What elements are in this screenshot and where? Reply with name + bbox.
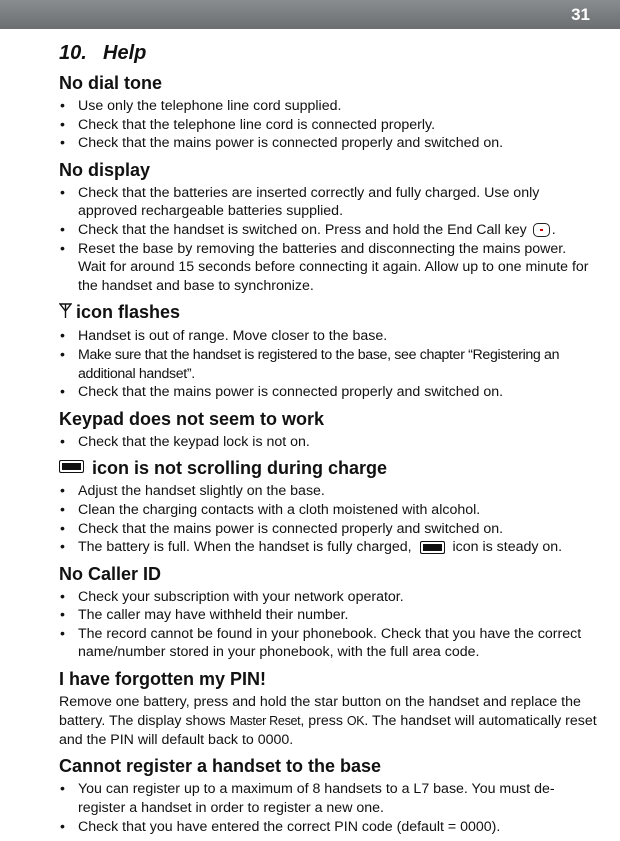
battery-icon [59,460,84,473]
display-text-ok: OK [346,713,365,728]
list-item-text: The battery is full. When the handset is fully charged, [78,539,412,556]
list-item: • Make sure that the handset is registered to the base, see chapter “Registering an additional handset”. [59,346,597,383]
list-icon-flashes [59,327,597,401]
heading-text: icon flashes [76,302,181,323]
list-item: • The record cannot be found in your phonebook. Check that you have the correct name/number stored in your phonebook, with the full area code. [59,625,597,662]
heading-text: icon is not scrolling during charge [92,458,388,479]
battery-icon [420,541,445,554]
list-no-display [59,184,597,296]
pin-text-2: , press [300,712,343,729]
pin-text-1: Remove one battery, press and hold the star button on the handset and replace the battery. The display shows [59,694,581,729]
list-item: • Check your subscription with your network operator. [59,588,597,607]
heading-pin: I have forgotten my PIN! [59,669,267,690]
pin-paragraph [59,693,597,749]
help-content [59,41,597,836]
list-item-text: Check that the handset is switched on. Press and hold the End Call key [78,221,527,238]
list-caller-id [59,588,597,662]
heading-keypad: Keypad does not seem to work [59,408,325,429]
chapter-name: Help [103,42,147,64]
list-item [59,221,597,240]
list-item: • Reset the base by removing the batteries and disconnecting the mains power. Wait for around 15 seconds before connecting it again. Allow up to one minute for the handset and base to synchronize. [59,240,597,296]
chapter-title [59,41,597,65]
pin-text-3: . The handset will automatically reset and the PIN will default back to 0000. [59,712,597,748]
list-item: • Clean the charging contacts with a cloth moistened with alcohol. [59,501,597,520]
heading-no-dial-tone: No dial tone [59,73,162,93]
heading-register: Cannot register a handset to the base [59,756,382,777]
heading-battery-icon [59,457,597,479]
list-battery-icon [59,482,597,556]
list-item: • Check that the mains power is connected properly and switched on. [59,134,597,153]
list-item: • Handset is out of range. Move closer to the base. [59,327,597,346]
heading-icon-flashes [59,301,597,324]
page-number: 31 [571,5,590,24]
list-item-text-end: . [551,221,556,238]
list-item: • Use only the telephone line cord supplied. [59,97,597,116]
list-item [59,538,597,557]
list-item: • Check that the keypad lock is not on. [59,433,597,452]
display-text-master-reset: Master Reset [229,713,301,728]
list-item: • Adjust the handset slightly on the base. [59,482,597,501]
heading-no-display: No display [59,159,151,180]
list-item: • You can register up to a maximum of 8 handsets to a L7 base. You must de-register a handset in order to register a new one. [59,780,597,817]
list-item-text-end: icon is steady on. [452,539,563,556]
list-item: • Check that the mains power is connected properly and switched on. [59,383,597,402]
list-item: • Check that the mains power is connected properly and switched on. [59,520,597,539]
list-item: • Check that you have entered the correct PIN code (default = 0000). [59,818,597,837]
list-register [59,780,597,836]
header-bar [0,0,620,29]
list-keypad [59,433,597,452]
chapter-number: 10. [59,42,87,64]
end-call-key-icon [533,223,550,237]
list-no-dial-tone [59,97,597,153]
heading-caller-id: No Caller ID [59,563,162,584]
list-item: • The caller may have withheld their number. [59,606,597,625]
list-item: • Check that the batteries are inserted correctly and fully charged. Use only approved rechargeable batteries supplied. [59,184,597,221]
antenna-icon [59,302,72,324]
list-item: • Check that the telephone line cord is connected properly. [59,116,597,135]
